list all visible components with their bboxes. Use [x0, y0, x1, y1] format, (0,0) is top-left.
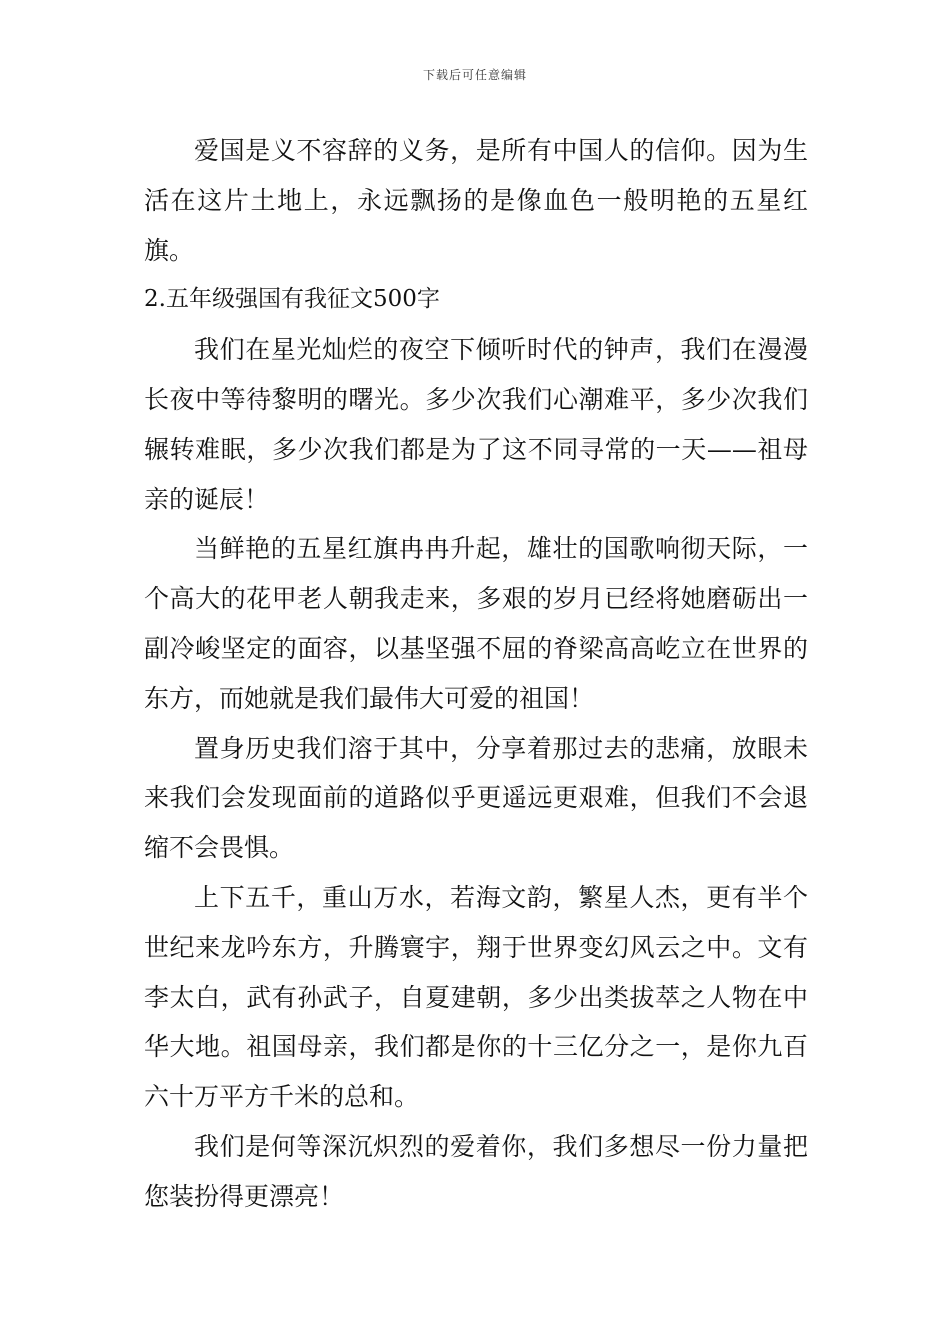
- paragraph-2: 我们在星光灿烂的夜空下倾听时代的钟声，我们在漫漫长夜中等待黎明的曙光。多少次我们心潮难平，多少次我们辗转难眠，多少次我们都是为了这不同寻常的一天——祖母亲的诞辰！: [144, 335, 808, 514]
- paragraph-3: 当鲜艳的五星红旗冉冉升起，雄壮的国歌响彻天际，一个高大的花甲老人朝我走来，多艰的岁月已经将她磨砺出一副冷峻坚定的面容，以基坚强不屈的脊梁高高屹立在世界的东方，而她就是我们最伟大可爱的祖国！: [144, 534, 808, 713]
- document-body: [144, 126, 808, 1222]
- section-heading-2: 2.五年级强国有我征文500字: [144, 286, 440, 313]
- paragraph-5: 上下五千，重山万水，若海文韵，繁星人杰，更有半个世纪来龙吟东方，升腾寰宇，翔于世界变幻风云之中。文有李太白，武有孙武子，自夏建朝，多少出类拔萃之人物在中华大地。祖国母亲，我们都是你的十三亿分之一，是你九百六十万平方千米的总和。: [144, 882, 808, 1112]
- paragraph-1: 爱国是义不容辞的义务，是所有中国人的信仰。因为生活在这片土地上，永远飘扬的是像血色一般明艳的五星红旗。: [144, 136, 808, 265]
- page-header: 下载后可任意编辑: [422, 68, 527, 82]
- paragraph-4: 置身历史我们溶于其中，分享着那过去的悲痛，放眼未来我们会发现面前的道路似乎更遥远更艰难，但我们不会退缩不会畏惧。: [144, 733, 808, 863]
- paragraph-6: 我们是何等深沉炽烈的爱着你，我们多想尽一份力量把您装扮得更漂亮！: [144, 1131, 808, 1211]
